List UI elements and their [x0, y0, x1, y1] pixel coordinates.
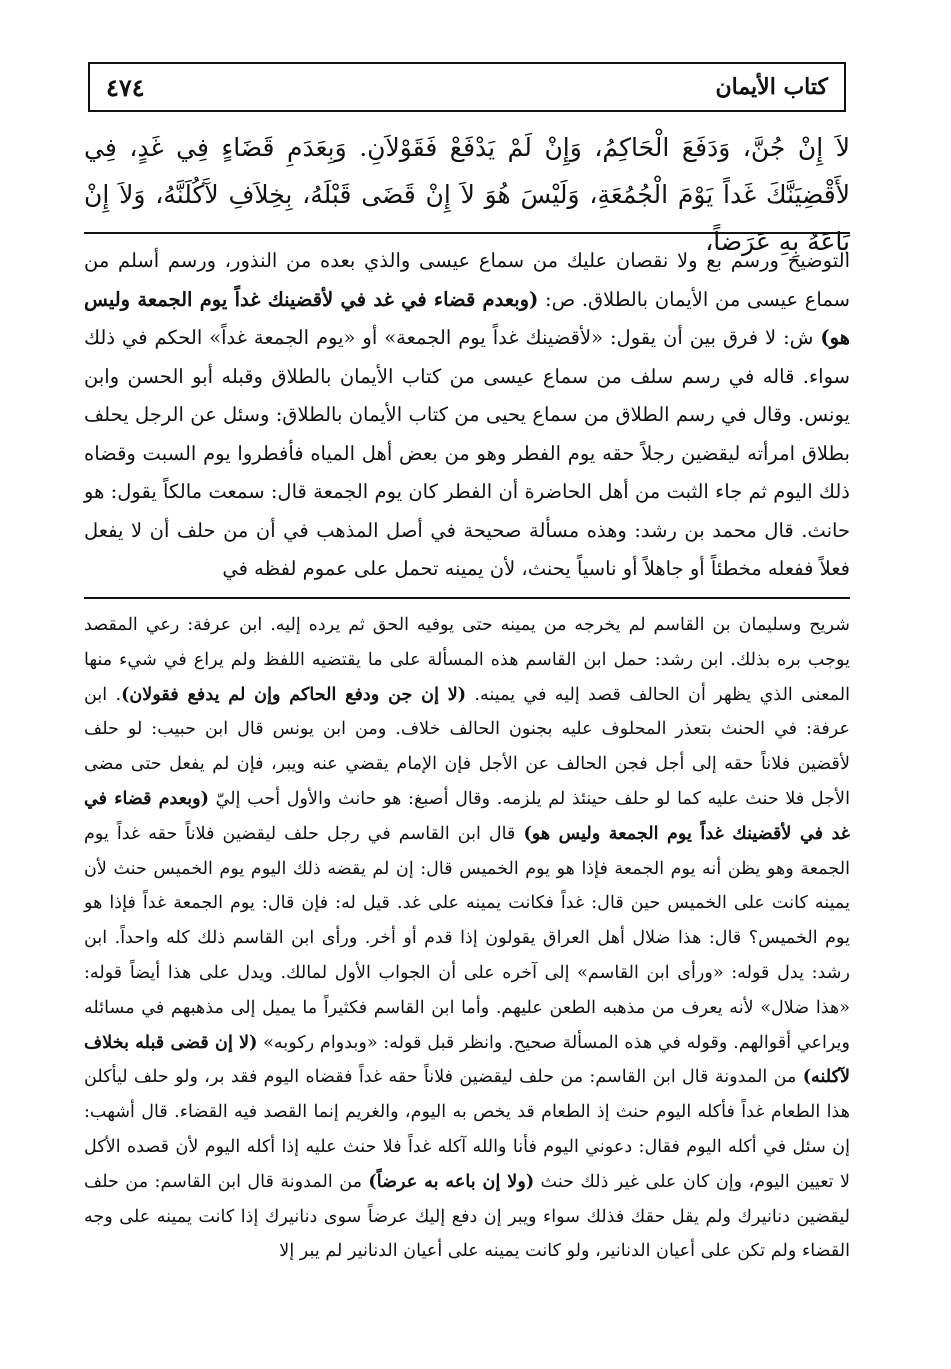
commentary-text: من المدونة قال ابن القاسم: من حلف ليقضين فلاناً حقه غداً فقضاه اليوم فقد بر، ولو حلف ليأكلن هذا الطعام غداً فأكله اليوم حنث إذ الطعام قد يخص به اليوم، والغريم إنما القصد فيه القضاء. قال أشهب: إن سئل في أكله اليوم فقال: دعوني اليوم فأنا والله آكله غداً فلا حنث عليه إذا أكله اليوم لأن قصده الأكل لا تعيين اليوم، وإن كان على غير ذلك حنث [84, 1067, 851, 1192]
quoted-matn-bold: (لا إن قضى قبله بخلاف لآكلنه) [84, 1031, 850, 1088]
page-number: ٤٧٤ [106, 72, 145, 102]
quoted-matn-bold: (وبعدم قضاء في غد في لأقضينك غداً يوم الجمعة وليس هو) [84, 787, 850, 844]
commentary-bottom-block [84, 608, 850, 1269]
commentary-top-block [84, 242, 850, 589]
commentary-text: ش: لا فرق بين أن يقول: «لأقضينك غداً يوم الجمعة» أو «يوم الجمعة غداً» الحكم في ذلك سواء. قاله في رسم سلف من سماع عيسى من كتاب الأيمان بالطلاق وقبله أبو الحسن وابن يونس. وقال في رسم الطلاق من سماع يحيى من كتاب الأيمان بالطلاق: وسئل عن الرجل يحلف بطلاق امرأته ليقضين رجلاً حقه يوم الفطر وهو من بعض أهل المياه فأفطروا يوم السبت وقضاه ذلك اليوم ثم جاء الثبت من أهل الحاضرة أن الفطر كان يوم الجمعة قال: سمعت مالكاً يقول: هو حانث. قال محمد بن رشد: وهذه مسألة صحيحة في أصل المذهب في أن من حلف أن لا يفعل فعلاً ففعله مخطئاً أو جاهلاً أو ناسياً يحنث، لأن يمينه تحمل على عموم لفظه في [84, 326, 850, 580]
book-title: كتاب الأيمان [715, 74, 828, 100]
commentary-text: . ابن عرفة: في الحنث بتعذر المحلوف عليه بجنون الحالف خلاف. ومن ابن يونس قال ابن حبيب: لو حلف لأقضين فلاناً حقه إلى أجل فجن الحالف عن الأجل فإن الإمام يقضي عنه ويبر، فإن لم يفعل حتى مضى الأجل فلا حنث عليه كما لو حلف حينئذ لم يلزمه. وقال أصبغ: هو حانث والأول أحب إليّ [84, 684, 850, 809]
commentary-top-paragraph [84, 242, 850, 589]
divider-line [84, 232, 850, 234]
commentary-text: التوضيح ورسم بع ولا نقصان عليك من سماع عيسى والذي بعده من النذور، ورسم أسلم من سماع عيسى من الأيمان بالطلاق. ص: [84, 249, 850, 311]
commentary-bottom-paragraph [84, 608, 850, 1269]
divider-line [84, 597, 850, 599]
quoted-matn-bold: (لا إن جن ودفع الحاكم وإن لم يدفع فقولان) [121, 683, 467, 705]
quoted-matn-bold: (وبعدم قضاء في غد في لأقضينك غداً يوم الجمعة وليس هو) [84, 287, 850, 349]
commentary-text: من المدونة قال ابن القاسم: من حلف ليقضين دنانيرك ولم يقل حقك فذلك سواء ويبر إن دفع إليك عرضاً سوى دنانيرك إذا كانت يمينه على وجه القضاء ولم تكن على أعيان الدنانير، ولو كانت يمينه على أعيان الدنانير لم يبر إلا [84, 1171, 850, 1262]
page-header [88, 62, 846, 112]
matn-paragraph: لاَ إِنْ جُنَّ، وَدَفَعَ الْحَاكِمُ، وَإِنْ لَمْ يَدْفَعْ فَقَوْلاَنِ. وَبِعَدَمِ قَضَاءٍ فِي غَدٍ، فِي لأَقْضِيَنَّكَ غَداً يَوْمَ الْجُمُعَةِ، وَلَيْسَ هُوَ لاَ إِنْ قَضَى قَبْلَهُ، بِخِلاَفِ لآَكُلَنَّهُ، وَلاَ إِنْ بَاعَهُ بِهِ عَرَضاً، [84, 133, 850, 256]
commentary-text: شريح وسليمان بن القاسم لم يخرجه من يمينه حتى يوفيه الحق ثم يرده إليه. ابن عرفة: رعي المقصد يوجب بره بذلك. ابن رشد: حمل ابن القاسم هذه المسألة على ما يقتضيه اللفظ ولم يراع في شيء منها المعنى الذي يظهر أن الحالف قصد إليه في يمينه. [84, 615, 850, 705]
quoted-matn-bold: (ولا إن باعه به عرضاً) [368, 1170, 535, 1192]
commentary-text: قال ابن القاسم في رجل حلف ليقضين فلاناً حقه غداً يوم الجمعة وهو يظن أنه يوم الجمعة فإذا هو يوم الخميس قال: إن لم يقضه ذلك اليوم يوم الخميس حنث لأن يمينه كانت على الخميس حين قال: غداً فكانت يمينه على غد. قيل له: فإن قال: يوم الجمعة غداً فإذا هو يوم الخميس؟ قال: هذا ضلال أهل العراق يقولون إذا قدم أو أخر. ورأى ابن القاسم ذلك كله واحداً. ابن رشد: يدل قوله: «ورأى ابن القاسم» إلى آخره على أن الجواب الأول لمالك. ويدل على هذا أيضاً قوله: «هذا ضلال» لأنه يعرف من مذهبه الطعن عليهم. وأما ابن القاسم فكثيراً ما يميل إلى مذهبهم في مسائله ويراعي أقوالهم. وقوله في هذه المسألة صحيح. وانظر قبل قوله: «وبدوام ركوبه» [84, 823, 851, 1053]
